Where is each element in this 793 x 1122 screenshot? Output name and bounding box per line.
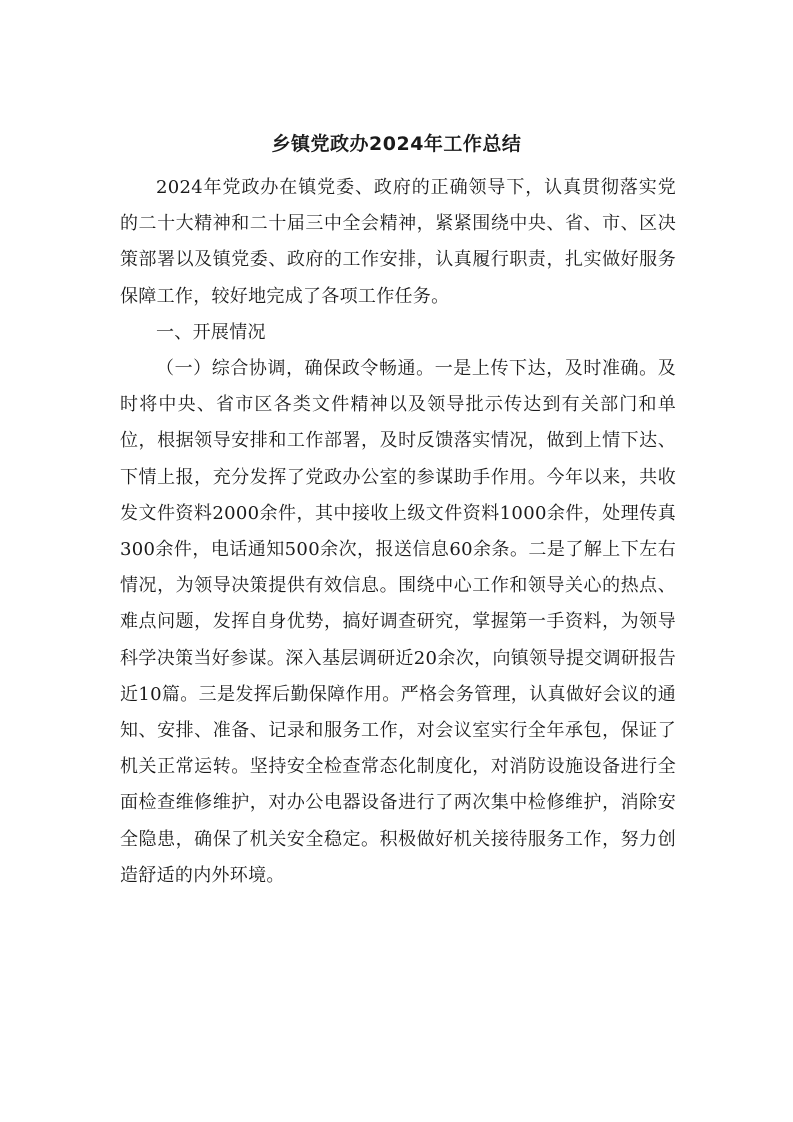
section-heading: 一、开展情况: [156, 321, 266, 343]
document-title: 乡镇党政办2024年工作总结: [271, 133, 522, 155]
document-body: [120, 170, 676, 894]
intro-paragraph: 2024年党政办在镇党委、政府的正确领导下，认真贯彻落实党的二十大精神和二十届三中全会精神，紧紧围绕中央、省、市、区决策部署以及镇党委、政府的工作安排，认真履行职责，扎实做好服务保障工作，较好地完成了各项工作任务。: [120, 177, 676, 307]
section-paragraph: （一）综合协调，确保政令畅通。一是上传下达，及时准确。及时将中央、省市区各类文件精神以及领导批示传达到有关部门和单位，根据领导安排和工作部署，及时反馈落实情况，做到上情下达、下情上报，充分发挥了党政办公室的参谋助手作用。今年以来，共收发文件资料2000余件，其中接收上级文件资料1000余件，处理传真300余件，电话通知500余次，报送信息60余条。二是了解上下左右情况，为领导决策提供有效信息。围绕中心工作和领导关心的热点、难点问题，发挥自身优势，搞好调查研究，掌握第一手资料，为领导科学决策当好参谋。深入基层调研近20余次，向镇领导提交调研报告近10篇。三是发挥后勤保障作用。严格会务管理，认真做好会议的通知、安排、准备、记录和服务工作，对会议室实行全年承包，保证了机关正常运转。坚持安全检查常态化制度化，对消防设施设备进行全面检查维修维护，对办公电器设备进行了两次集中检修维护，消除安全隐患，确保了机关安全稳定。积极做好机关接待服务工作，努力创造舒适的内外环境。: [120, 358, 676, 886]
